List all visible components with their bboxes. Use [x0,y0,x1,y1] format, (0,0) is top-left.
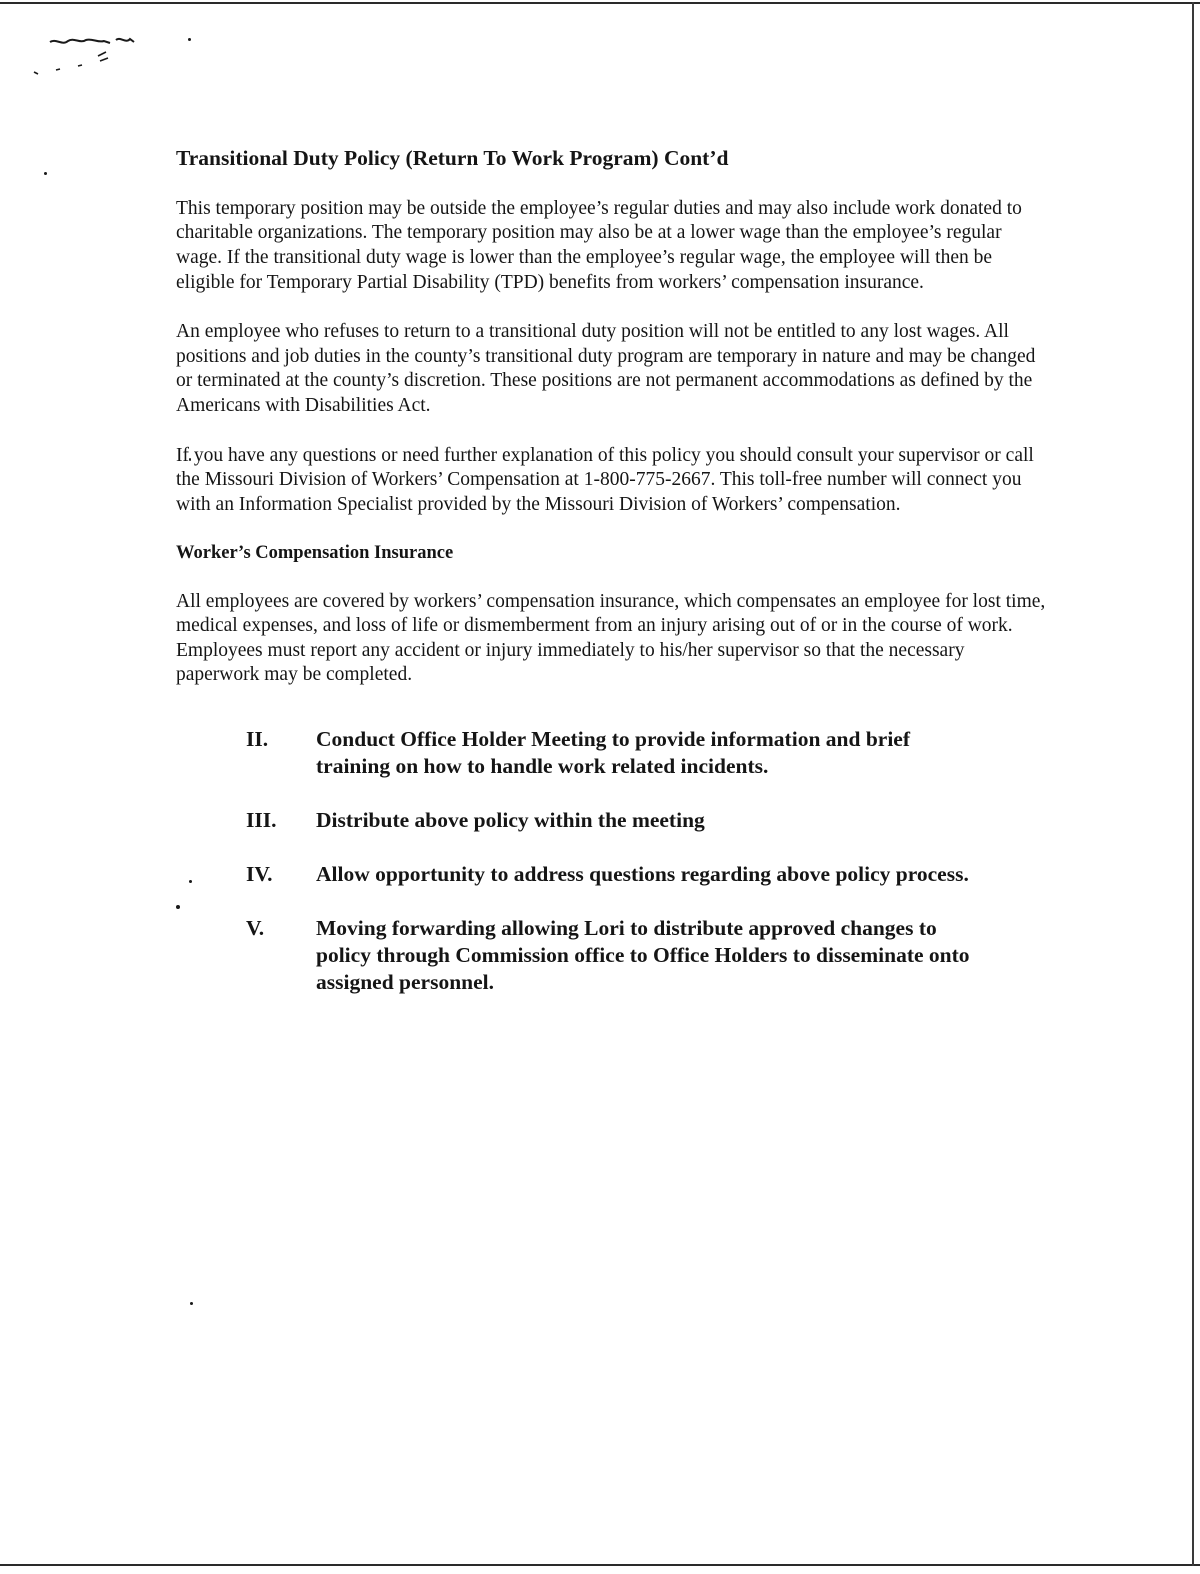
action-item-list [246,726,986,996]
item-number: III. [246,807,277,832]
scan-speck [190,1302,193,1305]
section-heading: Worker’s Compensation Insurance [176,543,454,564]
list-item [246,807,986,834]
item-text: Distribute above policy within the meeting [316,807,705,832]
item-text: Moving forwarding allowing Lori to distribute approved changes to policy through Commission office to Office Holders to disseminate onto assigned personnel. [316,915,970,994]
item-text: Conduct Office Holder Meeting to provide information and brief training on how to handle work related incidents. [316,726,910,778]
paragraph-refusal-policy: An employee who refuses to return to a transitional duty position will not be entitled to any lost wages. All positions and job duties in the county’s transitional duty program are temporary in nature and may be changed or terminated at the county’s discretion. These positions are not permanent accommodations as defined by the Americans with Disabilities Act. [176,321,1036,416]
list-item [246,726,986,780]
list-item [246,861,986,888]
document-body [176,146,1046,1023]
page-bottom-edge [0,1564,1200,1566]
page-top-edge [0,2,1200,4]
handwritten-mark [30,34,150,94]
item-number: II. [246,726,269,751]
paragraph-insurance: All employees are covered by workers’ compensation insurance, which compensates an employee for lost time, medical expenses, and loss of life or dismemberment from an injury arising out of or in the course of work. Employees must report any accident or injury immediately to his/her supervisor so that the necessary paperwork may be completed. [176,590,1046,686]
paragraph-temporary-position: This temporary position may be outside the employee’s regular duties and may also include work donated to charitable organizations. The temporary position may also be at a lower wage than the employee’s regular wage. If the transitional duty wage is lower than the employee’s regular wage, the employee will then be eligible for Temporary Partial Disability (TPD) benefits from workers’ compensation insurance. [176,197,1022,293]
paragraph-contact-info: If you have any questions or need further explanation of this policy you should consult your supervisor or call the Missouri Division of Workers’ Compensation at 1-800-775-2667. This toll-free number will connect you with an Information Specialist provided by the Missouri Division of Workers’ compensation. [176,444,1034,515]
item-number: IV. [246,861,273,886]
list-item [246,915,986,996]
item-text: Allow opportunity to address questions regarding above policy process. [316,861,969,886]
page-title: Transitional Duty Policy (Return To Work Program) Cont’d [176,146,729,170]
scan-speck [44,172,47,175]
scan-speck [188,38,191,41]
page-right-edge [1192,2,1194,1566]
item-number: V. [246,915,265,940]
